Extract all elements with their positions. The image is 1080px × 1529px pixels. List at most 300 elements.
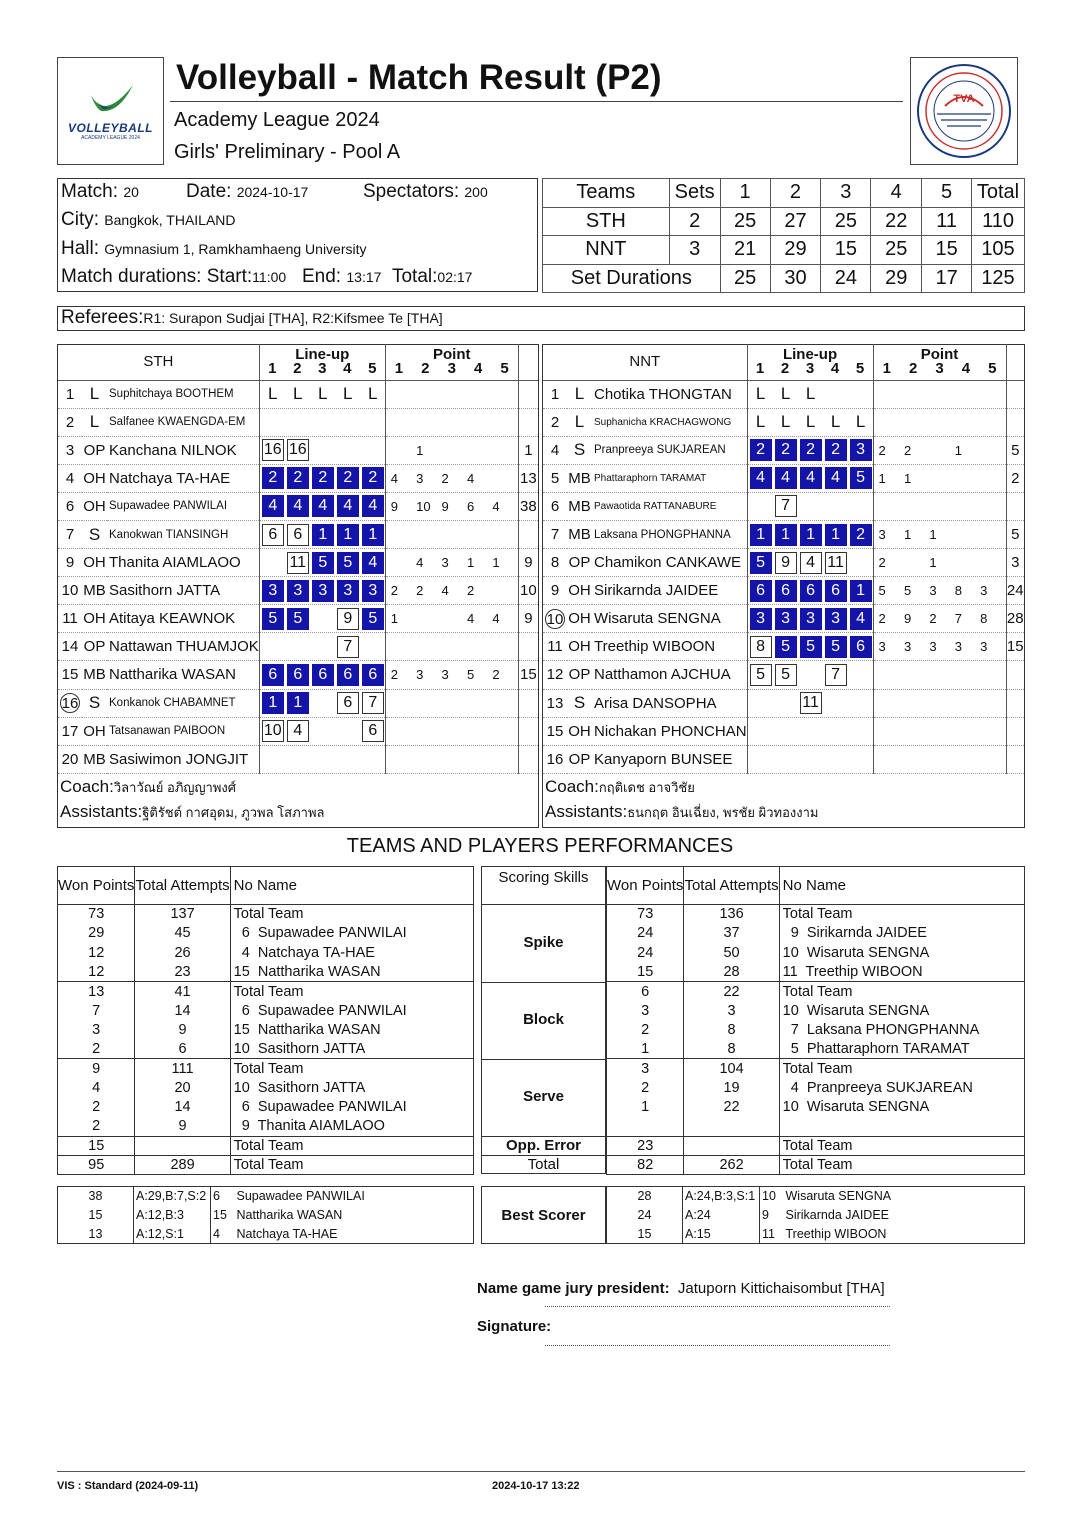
set-points: [874, 471, 1006, 486]
lineup-cells: [747, 520, 873, 548]
lineup-position: 1: [800, 524, 822, 546]
player-name: Nattawan THUAMJOK: [107, 633, 259, 661]
set-point: 8: [980, 611, 988, 627]
performance-player: 10 Sasithorn JATTA: [233, 1079, 366, 1096]
won-points: 3: [58, 1020, 135, 1039]
won-points: 12: [58, 962, 135, 981]
set-number: 2: [908, 359, 918, 377]
best-player-no: 10: [762, 1189, 776, 1204]
set-point: 1: [492, 555, 500, 571]
set-points: [386, 499, 518, 514]
lineup-position: [287, 636, 309, 658]
player-total-points: 2: [1006, 464, 1024, 492]
lineup-position: [850, 692, 872, 714]
player-row: [543, 689, 1024, 717]
lineup-cells: [259, 492, 385, 520]
perf-row: [607, 1136, 1025, 1155]
player-row: [543, 605, 1024, 633]
total-attempts: [684, 1117, 779, 1136]
lineup-position: 11: [800, 692, 822, 714]
start-time: 11:00: [252, 269, 287, 285]
player-number: 10: [58, 577, 82, 605]
total-attempts: 19: [684, 1078, 779, 1097]
player-total-points: 15: [1006, 633, 1024, 661]
lineup-cells: [747, 577, 873, 605]
lineup-positions: [260, 636, 385, 658]
player-name: Nattharika WASAN: [107, 661, 259, 689]
performance-player: Total Team: [233, 906, 304, 923]
lineup-position: 6: [800, 580, 822, 602]
player-number: 6: [543, 492, 567, 520]
lineup-header-row: [543, 344, 1024, 380]
assistants-names: ธนกฤต อินเฉี่ยง, พรชัย ผิวทองงาม: [627, 804, 819, 820]
lineup-cells: [747, 633, 873, 661]
player-total-points: 24: [1006, 577, 1024, 605]
total-attempts: 9: [135, 1117, 230, 1136]
referees-label: Referees:: [61, 307, 144, 328]
won-points: 24: [607, 943, 684, 962]
set-number: 5: [855, 359, 865, 377]
lineup-positions: [748, 664, 873, 686]
player-total-points: 5: [1006, 520, 1024, 548]
lineup-position: [262, 411, 284, 433]
point-cells: [873, 605, 1006, 633]
lineup-position: 5: [750, 552, 772, 574]
lineup-positions: [260, 720, 385, 742]
player-total-points: 3: [1006, 549, 1024, 577]
lineup-positions: [260, 383, 385, 405]
player-number: 2: [58, 408, 82, 436]
lineup-position: L: [755, 412, 766, 432]
score-cell: 22: [871, 207, 922, 236]
match-info: [57, 178, 538, 292]
best-points: 38: [58, 1187, 134, 1206]
lineup-position: [262, 748, 284, 770]
set-points: [874, 611, 1006, 626]
set-points: [386, 555, 518, 570]
point-header: [385, 344, 518, 380]
won-points: 2: [607, 1020, 684, 1039]
performance-player: 6 Supawadee PANWILAI: [233, 925, 407, 942]
lineup-positions: [748, 692, 873, 714]
lineup-position: 4: [312, 495, 334, 517]
performance-player: Total Team: [779, 1059, 1024, 1078]
won-points: 95: [58, 1155, 135, 1174]
player-name: Laksana PHONGPHANNA: [592, 520, 747, 548]
best-breakdown: A:24: [683, 1206, 760, 1225]
player-name: Pranpreeya SUKJAREAN: [592, 436, 747, 464]
performance-player: 10 Sasithorn JATTA: [233, 1040, 366, 1057]
lineup-position: [850, 495, 872, 517]
best-player-name: Supawadee PANWILAI: [236, 1189, 365, 1204]
lineup-position: [850, 720, 872, 742]
lineup-header-row: [58, 344, 538, 380]
skill-divider: [482, 1059, 605, 1060]
lineup-position: 4: [825, 467, 847, 489]
lineup-position: 5: [850, 467, 872, 489]
performance-player: 10 Wisaruta SENGNA: [782, 1002, 930, 1019]
lineup-position: 3: [287, 580, 309, 602]
print-timestamp: 2024-10-17 13:22: [492, 1480, 580, 1492]
lineup-positions: [260, 608, 385, 630]
lineup-position: 5: [312, 552, 334, 574]
player-total-points: [1006, 717, 1024, 745]
player-total-points: [1006, 661, 1024, 689]
lineup-position: 5: [262, 608, 284, 630]
won-points: 1: [607, 1097, 684, 1116]
lineup-position: [850, 552, 872, 574]
lineup-cells: [747, 661, 873, 689]
lineup-position: L: [805, 412, 816, 432]
lineup-position: 6: [287, 664, 309, 686]
lineup-positions: [260, 467, 385, 489]
set-point: [904, 555, 929, 570]
lineup-cells: [259, 745, 385, 773]
set-point: 1: [878, 470, 886, 486]
city-label: City:: [61, 209, 99, 230]
lineup-position: 5: [750, 664, 772, 686]
lineup-position: 1: [825, 524, 847, 546]
set-point: 9: [903, 611, 912, 627]
point-cells: [385, 408, 518, 436]
lineup-cells: [259, 380, 385, 408]
team-a-performance: [57, 866, 474, 1175]
performance-player: Total Team: [779, 982, 1024, 1001]
lineup-cells: [259, 633, 385, 661]
set-point: [955, 471, 980, 486]
lineup-positions: [260, 664, 385, 686]
total-attempts: 8: [684, 1040, 779, 1059]
lineup-position: 5: [775, 636, 797, 658]
set-point: 6: [466, 498, 475, 514]
player-position: S: [82, 689, 107, 717]
performance-player: 11 Treethip WIBOON: [782, 963, 923, 980]
player-name: Sasithorn JATTA: [107, 577, 259, 605]
coach-row: [58, 773, 538, 801]
best-breakdown: A:15: [683, 1225, 760, 1244]
lineup-position: 1: [262, 692, 284, 714]
player-position: OH: [567, 717, 592, 745]
player-position: OH: [82, 492, 107, 520]
won-points: [607, 1117, 684, 1136]
set-number: 4: [473, 359, 483, 377]
won-points: 12: [58, 943, 135, 962]
lineup-position: 16: [287, 439, 309, 461]
best-scorer-row: [58, 1225, 474, 1244]
score-cell: 21: [720, 236, 770, 265]
lineup-positions: [748, 467, 873, 489]
player-row: [58, 549, 538, 577]
point-cells: [385, 717, 518, 745]
player-total-points: 13: [518, 464, 538, 492]
point-cells: [873, 661, 1006, 689]
lineup-positions: [260, 692, 385, 714]
best-breakdown: A:29,B:7,S:2: [134, 1187, 211, 1206]
lineup-position: L: [855, 412, 866, 432]
won-points: 15: [607, 962, 684, 981]
player-total-points: [518, 689, 538, 717]
perf-row: [607, 1155, 1025, 1174]
assistants-label: Assistants:: [545, 801, 628, 821]
perf-row: [58, 924, 474, 943]
player-number: 11: [543, 633, 567, 661]
best-points: 13: [58, 1225, 134, 1244]
set-point: 3: [903, 639, 912, 655]
lineup-position: [775, 748, 797, 770]
lineup-position: 6: [262, 524, 284, 546]
total-attempts: [135, 1136, 230, 1155]
lineup-position: 5: [362, 608, 384, 630]
won-points: 2: [607, 1078, 684, 1097]
performance-player: 4 Natchaya TA-HAE: [233, 944, 375, 961]
won-points: 7: [58, 1001, 135, 1020]
title-divider: [170, 101, 903, 102]
set-point: 3: [416, 667, 424, 683]
lineup-position: [850, 748, 872, 770]
lineup-position: L: [780, 412, 791, 432]
best-points: 15: [58, 1206, 134, 1225]
player-total-points: [518, 520, 538, 548]
duration-cell: 17: [922, 264, 972, 293]
lineup-position: 4: [362, 495, 384, 517]
set-point: 1: [903, 470, 912, 486]
lineup-position: 6: [825, 580, 847, 602]
lineup-positions: [260, 748, 385, 770]
association-seal: [910, 57, 1018, 165]
performance-player: 6 Supawadee PANWILAI: [233, 1002, 407, 1019]
won-points-header: Won Points: [607, 867, 684, 905]
lineup-position: L: [268, 384, 278, 404]
point-set-numbers: [874, 359, 1006, 377]
set-points: [874, 639, 1006, 654]
set-point: 10: [416, 498, 431, 514]
total-attempts: 6: [135, 1040, 230, 1059]
lineup-positions: [748, 411, 873, 433]
player-row: [543, 492, 1024, 520]
lineup-position: 5: [337, 552, 359, 574]
point-cells: [873, 689, 1006, 717]
performance-player: [779, 1117, 1024, 1136]
player-row: [543, 549, 1024, 577]
won-points: 15: [58, 1136, 135, 1155]
best-player-name: Natchaya TA-HAE: [236, 1226, 338, 1241]
total-attempts: 23: [135, 962, 230, 981]
lineup-position: [362, 439, 384, 461]
perf-row: [58, 1001, 474, 1020]
lineup-positions: [748, 552, 873, 574]
lineup-position: 2: [337, 467, 359, 489]
lineup-positions: [748, 524, 873, 546]
lineup-position: 3: [850, 439, 872, 461]
score-cell: 25: [821, 207, 871, 236]
lineup-position: [850, 664, 872, 686]
lineup-position: [312, 608, 334, 630]
lineup-position: 2: [262, 467, 284, 489]
lineup-position: 4: [262, 495, 284, 517]
lineup-position: 2: [362, 467, 384, 489]
player-position: MB: [82, 577, 107, 605]
perf-row: [58, 943, 474, 962]
lineup-position: [825, 720, 847, 742]
lineup-position: 6: [362, 664, 384, 686]
lineup-cells: [747, 745, 873, 773]
assistants-names: ฐิติรัชต์ กาศอุดม, ภูวพล โสภาพล: [142, 804, 325, 820]
lineup-positions: [748, 580, 873, 602]
lineup-position: 6: [337, 664, 359, 686]
player-row: [58, 689, 538, 717]
set-number: 3: [805, 359, 815, 377]
set-point: 4: [466, 470, 475, 486]
perf-row: [607, 982, 1025, 1001]
point-cells: [873, 436, 1006, 464]
score-header: 2: [770, 179, 821, 208]
point-cells: [873, 408, 1006, 436]
point-cells: [873, 380, 1006, 408]
set-number: 2: [421, 359, 430, 377]
perf-row: [607, 905, 1025, 924]
lineup-position: [337, 411, 359, 433]
performance-player: 6 Supawadee PANWILAI: [233, 1099, 407, 1116]
set-points: [386, 471, 518, 486]
score-header: Sets: [669, 179, 720, 208]
player-row: [543, 661, 1024, 689]
lineup-position: [312, 636, 334, 658]
player-position: L: [82, 380, 107, 408]
player-number: 20: [58, 745, 82, 773]
best-player-name: Wisaruta SENGNA: [785, 1189, 892, 1204]
point-cells: [385, 436, 518, 464]
lineup-positions: [260, 439, 385, 461]
lineup-header: [259, 344, 385, 380]
lineup-position: [750, 720, 772, 742]
best-scorer-label: Best Scorer: [481, 1186, 606, 1244]
set-point: [391, 555, 416, 570]
won-points: 3: [607, 1059, 684, 1078]
lineup-position: 6: [337, 692, 359, 714]
score-header: Total: [972, 179, 1025, 208]
player-total-points: 9: [518, 605, 538, 633]
volleyball-swoosh-icon: [83, 81, 139, 121]
lineup-position: 11: [825, 552, 847, 574]
point-header: [873, 344, 1006, 380]
player-position: MB: [567, 520, 592, 548]
set-point: 1: [466, 555, 475, 571]
total-attempts: 37: [684, 924, 779, 943]
point-cells: [385, 464, 518, 492]
player-number: 7: [543, 520, 567, 548]
player-position: S: [567, 689, 592, 717]
city-value: Bangkok, THAILAND: [104, 212, 236, 228]
lineup-position: 4: [287, 495, 309, 517]
player-position: L: [567, 408, 592, 436]
player-number: [543, 605, 567, 633]
lineup-position: [362, 636, 384, 658]
set-points: [874, 443, 1006, 458]
score-header-row: [543, 179, 1025, 208]
set-point: [467, 443, 492, 458]
coach-name: วิลาวัณย์ อภิญญาพงศ์: [113, 780, 237, 796]
lineup-position: [775, 720, 797, 742]
league-name: Academy League 2024: [174, 109, 380, 131]
player-total-points: 9: [518, 549, 538, 577]
set-point: 4: [492, 611, 500, 627]
perf-row: [607, 1001, 1025, 1020]
score-cell: STH: [543, 207, 670, 236]
score-header: 1: [720, 179, 770, 208]
won-points: 2: [58, 1117, 135, 1136]
set-point: [416, 611, 441, 626]
lineup-position: 2: [750, 439, 772, 461]
performance-player: Total Team: [779, 1155, 1024, 1174]
score-cell: 110: [972, 207, 1025, 236]
player-total-points: 28: [1006, 605, 1024, 633]
pool-name: Girls' Preliminary - Pool A: [174, 141, 401, 163]
total-attempts: 26: [135, 943, 230, 962]
set-point: 3: [929, 583, 937, 599]
set-point: 2: [466, 583, 475, 599]
best-breakdown: A:24,B:3,S:1: [683, 1187, 760, 1206]
lineup-position: [312, 692, 334, 714]
lineup-position: 1: [775, 524, 797, 546]
set-point: 4: [416, 555, 424, 571]
lineup-position: L: [318, 384, 328, 404]
set-point: 2: [416, 583, 424, 599]
player-total-points: 1: [518, 436, 538, 464]
set-point: 1: [903, 527, 912, 543]
perf-row: [58, 1097, 474, 1116]
set-point: [492, 471, 517, 486]
set-number: 4: [830, 359, 840, 377]
score-header: 4: [871, 179, 922, 208]
durations-label: Match durations: Start:: [61, 266, 253, 287]
total-attempts: 14: [135, 1097, 230, 1116]
lineup-position: 16: [262, 439, 284, 461]
player-number: 14: [58, 633, 82, 661]
best-scorer-row: [58, 1187, 474, 1206]
player-name: Supawadee PANWILAI: [107, 492, 259, 520]
player-position: L: [567, 380, 592, 408]
jury-president: [477, 1280, 885, 1297]
lineup-position: 6: [262, 664, 284, 686]
won-points: 9: [58, 1059, 135, 1078]
best-player-no: 9: [762, 1208, 769, 1222]
player-number: 15: [58, 661, 82, 689]
lineup-position: L: [780, 384, 791, 404]
lineup-position: L: [293, 384, 303, 404]
team-name: STH: [58, 344, 259, 380]
lineup-cells: [259, 577, 385, 605]
best-scorer-row: [607, 1225, 1025, 1244]
score-cell: 11: [922, 207, 972, 236]
set-point: 1: [929, 555, 937, 571]
score-cell: 27: [770, 207, 821, 236]
lineup-positions: [748, 636, 873, 658]
player-row: [58, 633, 538, 661]
total-attempts: 45: [135, 924, 230, 943]
score-cell: 2: [669, 207, 720, 236]
point-cells: [385, 689, 518, 717]
referees-value: R1: Surapon Sudjai [THA], R2:Kifsmee Te [THA]: [143, 310, 443, 326]
player-name: Thanita AIAMLAOO: [107, 549, 259, 577]
player-row: [58, 577, 538, 605]
player-position: OP: [82, 436, 107, 464]
set-number: 2: [293, 359, 302, 377]
player-name: Pawaotida RATTANABURE: [592, 492, 747, 520]
lineup-position: 6: [362, 720, 384, 742]
set-point: 4: [441, 583, 449, 599]
duration-cell: 24: [821, 264, 871, 293]
lineup-position: 9: [337, 608, 359, 630]
